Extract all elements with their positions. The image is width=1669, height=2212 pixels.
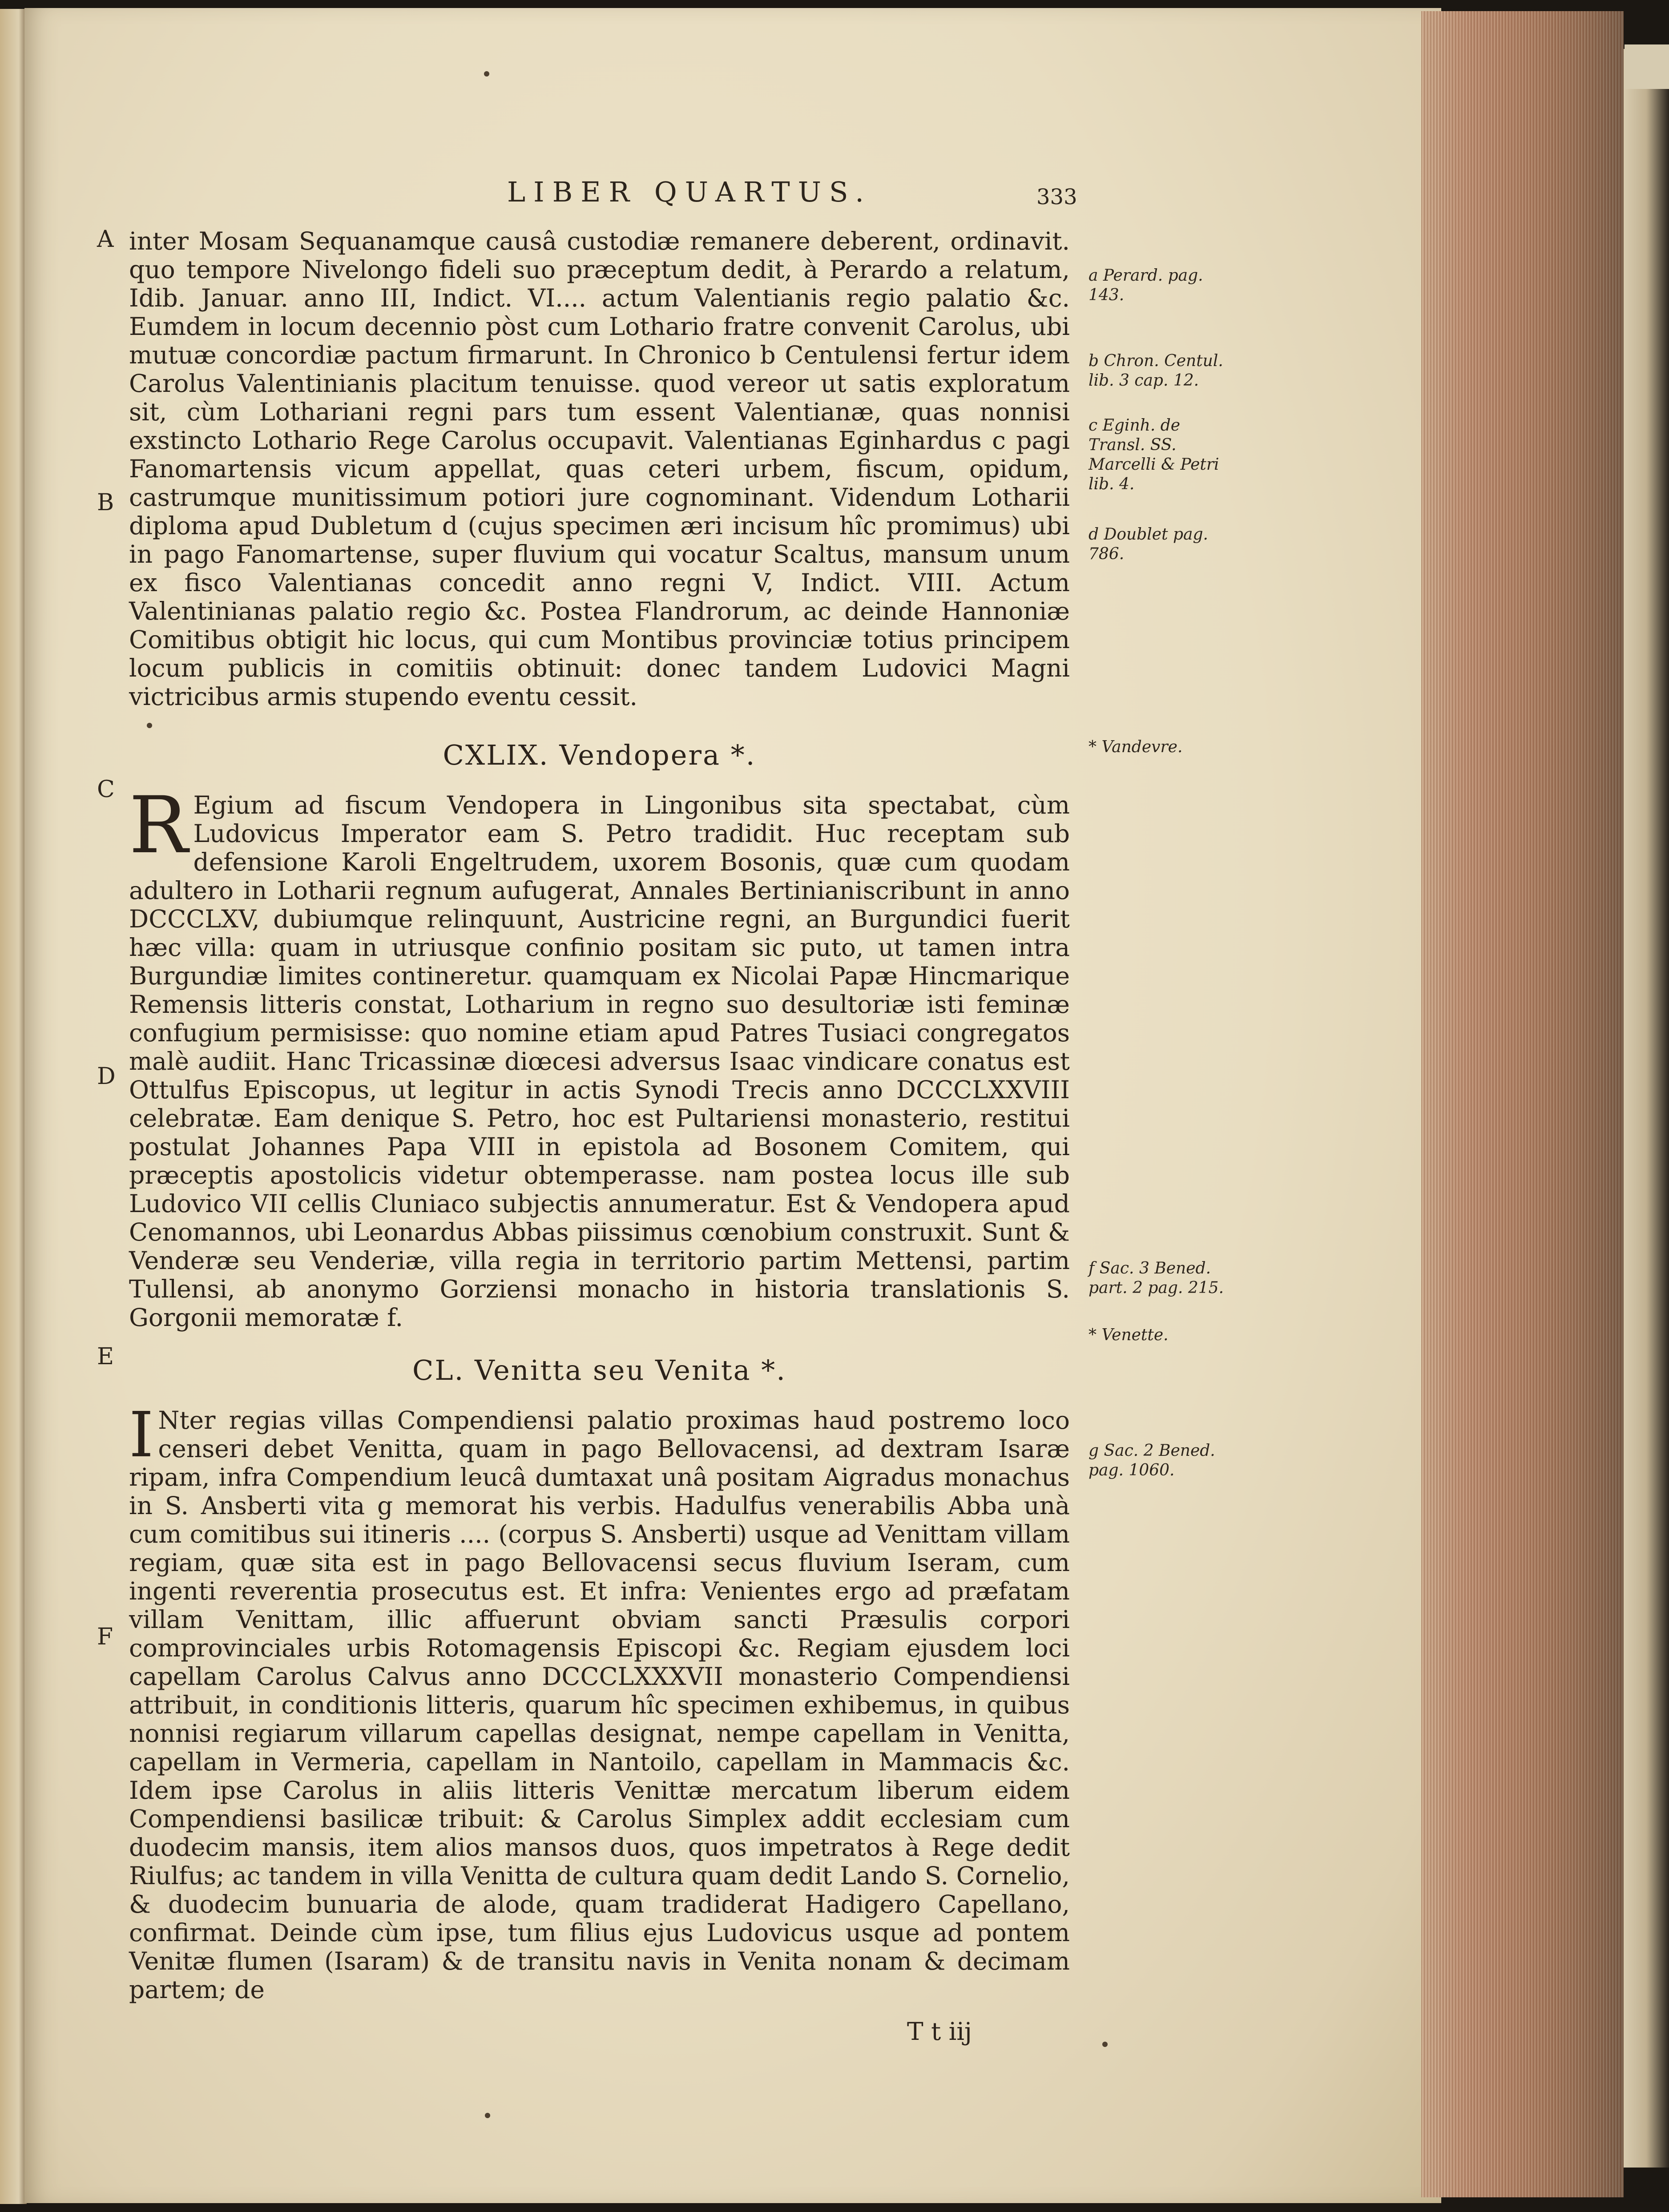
margin-marker-e: E bbox=[97, 1343, 114, 1370]
page-number: 333 bbox=[1036, 185, 1077, 210]
signature-mark: T t iij bbox=[907, 2017, 972, 2046]
margin-marker-b: B bbox=[97, 489, 114, 516]
section-heading-cxlix: CXLIX. Vendopera *. bbox=[443, 739, 756, 771]
margin-note-d: d Doublet pag. 786. bbox=[1088, 525, 1208, 563]
margin-note-star2: * Venette. bbox=[1088, 1326, 1169, 1344]
drop-cap-i: I bbox=[129, 1399, 154, 1471]
paragraph-text: Egium ad fiscum Vendopera in Lingonibus sita spectabat, cùm Ludovicus Imperator eam S. Petro tradidit. Huc receptam sub defensione Karoli Engeltrudem, uxorem Bosonis, quæ cum quodam adultero in Lotharii regnum aufugerat, Annales Bertinianiscribunt in anno DCCCLXV, dubiumque relinquunt, Austricine regni, an Burgundici fuerit hæc villa: quam in utriusque confinio positam sic puto, ut tamen intra Burgundiæ limites contineretur. quamquam ex Nicolai Papæ Hincmarique Remensis litteris constat, Lotharium in regno suo desultoriæ isti feminæ confugium permisisse: quo nomine etiam apud Patres Tusiaci congregatos malè audiit. Hanc Tricassinæ diœcesi adversus Isaac vindicare conatus est Ottulfus Episcopus, ut legitur in actis Synodi Trecis anno DCCCLXXVIII celebratæ. Eam denique S. Petro, hoc est Pultariensi monasterio, restitui postulat Johannes Papa VIII in epistola ad Bosonem Comitem, qui præceptis apostolicis videtur obtemperasse. nam postea locus ille sub Ludovico VII cellis Cluniaco subjectis annumeratur. Est & Vendopera apud Cenomannos, ubi Leonardus Abbas piissimus cœnobium construxit. Sunt & Venderæ seu Venderiæ, villa regia in territorio partim Mettensi, partim Tullensi, ab anonymo Gorziensi monacho in historia translationis S. Gorgonii memoratæ f. bbox=[129, 791, 1070, 1332]
specks bbox=[1102, 2042, 1108, 2047]
page-edges bbox=[1421, 11, 1624, 2197]
margin-note-f: f Sac. 3 Bened. part. 2 pag. 215. bbox=[1088, 1259, 1224, 1297]
specks bbox=[485, 2113, 490, 2118]
margin-marker-f: F bbox=[97, 1624, 113, 1650]
previous-page-edge bbox=[0, 9, 27, 2204]
paragraph-venitta bbox=[129, 1399, 1070, 2004]
book-cover bbox=[1624, 49, 1669, 2168]
margin-note-a: a Perard. pag. 143. bbox=[1088, 266, 1203, 304]
paragraph-text: Nter regias villas Compendiensi palatio proximas haud postremo loco censeri debet Venitta, quam in pago Bellovacensi, ad dextram Isaræ ripam, infra Compendium leucâ dumtaxat unâ positam Aigradus monachus in S. Ansberti vita g memorat his verbis. Hadulfus venerabilis Abba unà cum comitibus sui itineris .... (corpus S. Ansberti) usque ad Venittam villam regiam, quæ sita est in pago Bellovacensi secus fluvium Iseram, cum ingenti reverentia prosecutus est. Et infra: Venientes ergo ad præfatam villam Venittam, illic affuerunt obviam sancti Præsulis corpori comprovinciales urbis Rotomagensis Episcopi &c. Regiam ejusdem loci capellam Carolus Calvus anno DCCCLXXXVII monasterio Compendiensi attribuit, in conditionis litteris, quarum hîc specimen exhibemus, in quibus nonnisi regiarum villarum capellas designat, nempe capellam in Venitta, capellam in Vermeria, capellam in Nantoilo, capellam in Mammacis &c. Idem ipse Carolus in aliis litteris Venittæ mercatum liberum eidem Compendiensi basilicæ tribuit: & Carolus Simplex addit ecclesiam cum duodecim mansis, item alios mansos duos, quos impetratos à Rege dedit Riulfus; ac tandem in villa Venitta de cultura quam dedit Lando S. Cornelio, & duodecim bunuaria de alode, quam tradiderat Hadigero Capellano, confirmat. Deinde cùm ipse, tum filius ejus Ludovicus usque ad pontem Venitæ flumen (Isaram) & de transitu navis in Venita nonam & decimam partem; de bbox=[129, 1406, 1070, 2004]
main-text bbox=[129, 227, 1070, 2046]
margin-note-c: c Eginh. de Transl. SS. Marcelli & Petri lib. 4. bbox=[1088, 416, 1219, 493]
cover-corner bbox=[1625, 44, 1669, 89]
margin-marker-c: C bbox=[97, 776, 115, 803]
margin-note-g: g Sac. 2 Bened. pag. 1060. bbox=[1088, 1442, 1215, 1479]
margin-note-b: b Chron. Centul. lib. 3 cap. 12. bbox=[1088, 352, 1223, 390]
margin-marker-a: A bbox=[97, 226, 114, 253]
running-title: LIBER QUARTUS. bbox=[507, 176, 872, 208]
margin-marker-d: D bbox=[97, 1063, 116, 1090]
paragraph-vendopera bbox=[129, 780, 1070, 1332]
section-heading-cl: CL. Venitta seu Venita *. bbox=[412, 1354, 787, 1386]
paragraph-valentianae: inter Mosam Sequanamque causâ custodiæ remanere deberent, ordinavit. quo tempore Nivelongo fideli suo præceptum dedit, à Perardo a relatum, Idib. Januar. anno III, Indict. VI.... actum Valentianis regio palatio &c. Eumdem in locum decennio pòst cum Lothario fratre convenit Carolus, ubi mutuæ concordiæ pactum firmarunt. In Chronico b Centulensi fertur idem Carolus Valentinianis placitum tenuisse. quod vereor ut satis exploratum sit, cùm Lothariani regni pars tum essent Valentianæ, quas nonnisi exstincto Lothario Rege Carolus occupavit. Valentianas Eginhardus c pagi Fanomartensis vicum appellat, quas ceteri urbem, fiscum, opidum, castrumque munitissimum potiori jure cognominant. Videndum Lotharii diploma apud Dubletum d (cujus specimen æri incisum hîc promimus) ubi in pago Fanomartense, super fluvium qui vocatur Scaltus, mansum unum ex fisco Valentianas concedit anno regni V, Indict. VIII. Actum Valentinianas palatio regio &c. Postea Flandrorum, ac deinde Hannoniæ Comitibus obtigit hic locus, qui cum Montibus provinciæ totius principem locum publicis in comitiis obtinuit: donec tandem Ludovici Magni victricibus armis stupendo eventu cessit. bbox=[129, 227, 1070, 711]
margin-note-star1: * Vandevre. bbox=[1088, 738, 1183, 756]
specks bbox=[484, 71, 489, 77]
drop-cap-r: R bbox=[129, 780, 188, 871]
